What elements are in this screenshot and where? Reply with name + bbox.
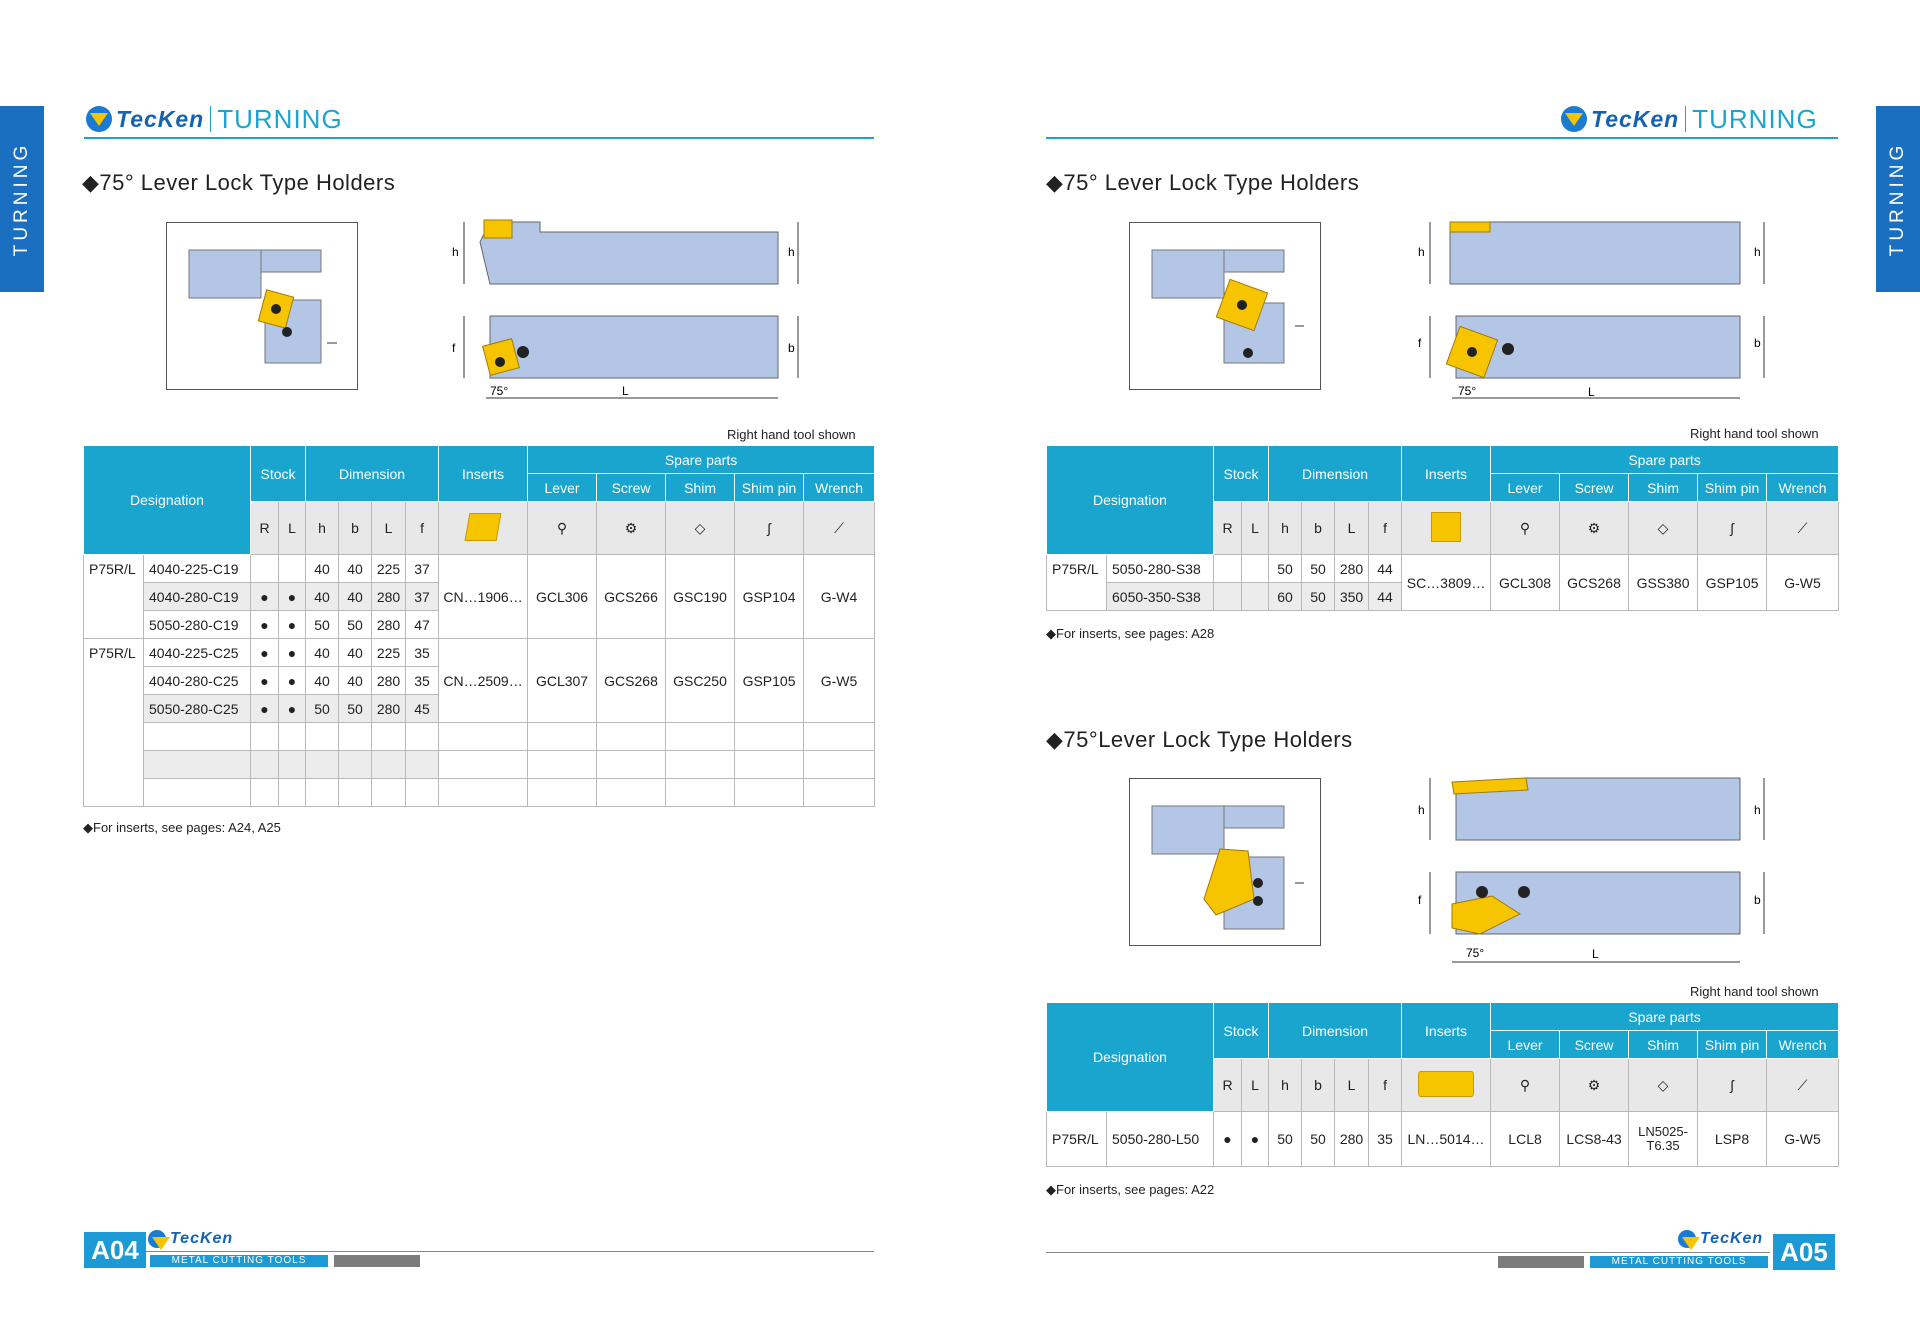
dim-label-h2: h: [1754, 245, 1761, 259]
col-wrench: Wrench: [1767, 1031, 1839, 1059]
header-rule-right: [1046, 137, 1838, 139]
col-f: f: [1369, 502, 1402, 555]
header-logo-left: [86, 102, 343, 136]
header-rule-left: [84, 137, 874, 139]
dim-label-h: h: [1418, 803, 1425, 817]
holder-side-view-illustration: [1416, 766, 1776, 976]
section-title: TURNING: [217, 103, 343, 134]
dim-label-b: b: [1754, 893, 1761, 907]
col-shimpin: Shim pin: [735, 474, 804, 502]
table-row: P75R/L 4040-225-C19 40 40 225 37 CN…1906… GCL306 GCS266 GSC190 GSP104 G-W4: [84, 555, 875, 583]
table-row: 4040-280-C19 ● ● 40 40 280 37: [84, 583, 875, 611]
dim-label-h2: h: [1754, 803, 1761, 817]
col-dimension: Dimension: [1269, 1003, 1402, 1059]
holder-side-view-illustration: [450, 212, 810, 412]
col-h: h: [1269, 502, 1302, 555]
footnote-right-2: ◆For inserts, see pages: A22: [1046, 1182, 1215, 1197]
col-f: f: [1369, 1059, 1402, 1112]
footer-tagline-right: METAL CUTTING TOOLS: [1590, 1256, 1768, 1268]
lever-icon: ⚲: [1491, 1059, 1560, 1112]
shim-icon: ◇: [666, 502, 735, 555]
screw-icon: ⚙: [597, 502, 666, 555]
spec-table-right-2: [1046, 1002, 1839, 1167]
footer-rule-left: [146, 1251, 874, 1252]
shimpin-icon: ʃ: [1698, 502, 1767, 555]
insert-icon: [1402, 502, 1491, 555]
top-view-drawing: [1129, 778, 1321, 946]
col-r: R: [1214, 502, 1242, 555]
top-view-drawing: [1129, 222, 1321, 390]
dim-label-b: b: [1754, 336, 1761, 350]
brand-logo-icon: [86, 106, 112, 132]
dim-label-f: f: [452, 341, 456, 355]
header-logo-right: [1561, 102, 1818, 136]
lever-icon: ⚲: [1491, 502, 1560, 555]
brand-name: TecKen: [1591, 105, 1680, 132]
col-h: h: [306, 502, 339, 555]
dim-label-b: b: [788, 341, 795, 355]
wrench-icon: ⟋: [804, 502, 875, 555]
footer-bar-left: [334, 1255, 420, 1267]
footnote-right-1: ◆For inserts, see pages: A28: [1046, 626, 1215, 641]
table-row: P75R/L 4040-225-C25 ● ● 40 40 225 35 CN…2509… GCL307 GCS268 GSC250 GSP105 G-W5: [84, 639, 875, 667]
col-screw: Screw: [597, 474, 666, 502]
table-row-empty: [84, 723, 875, 751]
section-heading-left: ◆75° Lever Lock Type Holders: [82, 170, 396, 195]
dim-label-L: L: [1588, 385, 1595, 399]
col-designation: Designation: [1047, 446, 1214, 555]
col-l: L: [1242, 502, 1269, 555]
insert-icon: [439, 502, 528, 555]
col-shim: Shim: [666, 474, 735, 502]
col-screw: Screw: [1560, 1031, 1629, 1059]
footer-logo-left: TecKen: [148, 1228, 233, 1250]
col-lever: Lever: [528, 474, 597, 502]
col-inserts: Inserts: [1402, 1003, 1491, 1059]
brand-name: TecKen: [116, 105, 205, 132]
col-spare-parts: Spare parts: [1491, 446, 1839, 474]
side-views-drawing: [1416, 212, 1776, 412]
col-b: b: [339, 502, 372, 555]
insert-icon: [1402, 1059, 1491, 1112]
col-b: b: [1302, 502, 1335, 555]
table-row: 6050-350-S38 60 50 350 44: [1047, 583, 1839, 611]
holder-side-view-illustration: [1416, 212, 1776, 412]
dim-label-L: L: [622, 384, 629, 398]
col-spare-parts: Spare parts: [528, 446, 875, 474]
lever-icon: ⚲: [528, 502, 597, 555]
col-shimpin: Shim pin: [1698, 474, 1767, 502]
brand-logo-icon: [1561, 106, 1587, 132]
shim-icon: ◇: [1629, 502, 1698, 555]
dim-label-angle: 75°: [1458, 384, 1477, 398]
holder-top-view-illustration: [167, 223, 357, 389]
col-wrench: Wrench: [804, 474, 875, 502]
section-heading-right-2: ◆75°Lever Lock Type Holders: [1046, 727, 1353, 752]
col-length: L: [372, 502, 406, 555]
page-number-left: A04: [84, 1232, 146, 1268]
col-length: L: [1335, 502, 1369, 555]
table-row-empty: [84, 779, 875, 807]
shimpin-icon: ʃ: [735, 502, 804, 555]
side-views-drawing: [1416, 766, 1776, 976]
col-r: R: [251, 502, 279, 555]
col-shim: Shim: [1629, 474, 1698, 502]
footer-tagline-left: METAL CUTTING TOOLS: [150, 1255, 328, 1267]
right-hand-note-right-1: Right hand tool shown: [1690, 426, 1819, 441]
dim-label-f: f: [1418, 336, 1422, 350]
col-l: L: [279, 502, 306, 555]
table-row: 5050-280-C19 ● ● 50 50 280 47: [84, 611, 875, 639]
col-designation: Designation: [1047, 1003, 1214, 1112]
screw-icon: ⚙: [1560, 1059, 1629, 1112]
dim-label-L: L: [1592, 947, 1599, 961]
shim-icon: ◇: [1629, 1059, 1698, 1112]
page-number-right: A05: [1773, 1234, 1835, 1270]
col-stock: Stock: [251, 446, 306, 502]
side-tab-left: TURNING: [0, 106, 44, 292]
dim-label-h2: h: [788, 245, 795, 259]
col-stock: Stock: [1214, 446, 1269, 502]
dim-label-f: f: [1418, 893, 1422, 907]
dim-label-angle: 75°: [1466, 946, 1485, 960]
col-dimension: Dimension: [1269, 446, 1402, 502]
col-screw: Screw: [1560, 474, 1629, 502]
col-h: h: [1269, 1059, 1302, 1112]
col-inserts: Inserts: [1402, 446, 1491, 502]
brand-logo-icon: [148, 1230, 166, 1248]
col-inserts: Inserts: [439, 446, 528, 502]
col-b: b: [1302, 1059, 1335, 1112]
right-hand-note-left: Right hand tool shown: [727, 427, 856, 442]
screw-icon: ⚙: [1560, 502, 1629, 555]
side-views-drawing: [450, 212, 810, 412]
table-row: P75R/L 5050-280-L50 ● ● 50 50 280 35 LN…5014… LCL8 LCS8-43 LN5025-T6.35 LSP8 G-W5: [1047, 1112, 1839, 1167]
top-view-drawing: [166, 222, 358, 390]
footer-logo-right: TecKen: [1678, 1228, 1763, 1250]
col-wrench: Wrench: [1767, 474, 1839, 502]
section-title: TURNING: [1692, 103, 1818, 134]
col-designation: Designation: [84, 446, 251, 555]
table-row: 4040-280-C25 ● ● 40 40 280 35: [84, 667, 875, 695]
spec-table-right-1: [1046, 445, 1839, 611]
col-lever: Lever: [1491, 474, 1560, 502]
holder-top-view-illustration: [1130, 779, 1320, 945]
col-spare-parts: Spare parts: [1491, 1003, 1839, 1031]
dim-label-h: h: [452, 245, 459, 259]
col-f: f: [406, 502, 439, 555]
shimpin-icon: ʃ: [1698, 1059, 1767, 1112]
footer-bar-right: [1498, 1256, 1584, 1268]
col-stock: Stock: [1214, 1003, 1269, 1059]
col-length: L: [1335, 1059, 1369, 1112]
right-hand-note-right-2: Right hand tool shown: [1690, 984, 1819, 999]
footer-rule-right: [1046, 1252, 1770, 1253]
col-lever: Lever: [1491, 1031, 1560, 1059]
wrench-icon: ⟋: [1767, 502, 1839, 555]
holder-top-view-illustration: [1130, 223, 1320, 389]
col-dimension: Dimension: [306, 446, 439, 502]
col-shim: Shim: [1629, 1031, 1698, 1059]
wrench-icon: ⟋: [1767, 1059, 1839, 1112]
section-heading-right-1: ◆75° Lever Lock Type Holders: [1046, 170, 1360, 195]
table-row: 5050-280-C25 ● ● 50 50 280 45: [84, 695, 875, 723]
footnote-left: ◆For inserts, see pages: A24, A25: [83, 820, 281, 835]
side-tab-right: TURNING: [1876, 106, 1920, 292]
dim-label-h: h: [1418, 245, 1425, 259]
col-l: L: [1242, 1059, 1269, 1112]
table-row: P75R/L 5050-280-S38 50 50 280 44 SC…3809… GCL308 GCS268 GSS380 GSP105 G-W5: [1047, 555, 1839, 583]
spec-table-left: [83, 445, 875, 807]
brand-logo-icon: [1678, 1230, 1696, 1248]
dim-label-angle: 75°: [490, 384, 509, 398]
table-row-empty: [84, 751, 875, 779]
col-shimpin: Shim pin: [1698, 1031, 1767, 1059]
col-r: R: [1214, 1059, 1242, 1112]
